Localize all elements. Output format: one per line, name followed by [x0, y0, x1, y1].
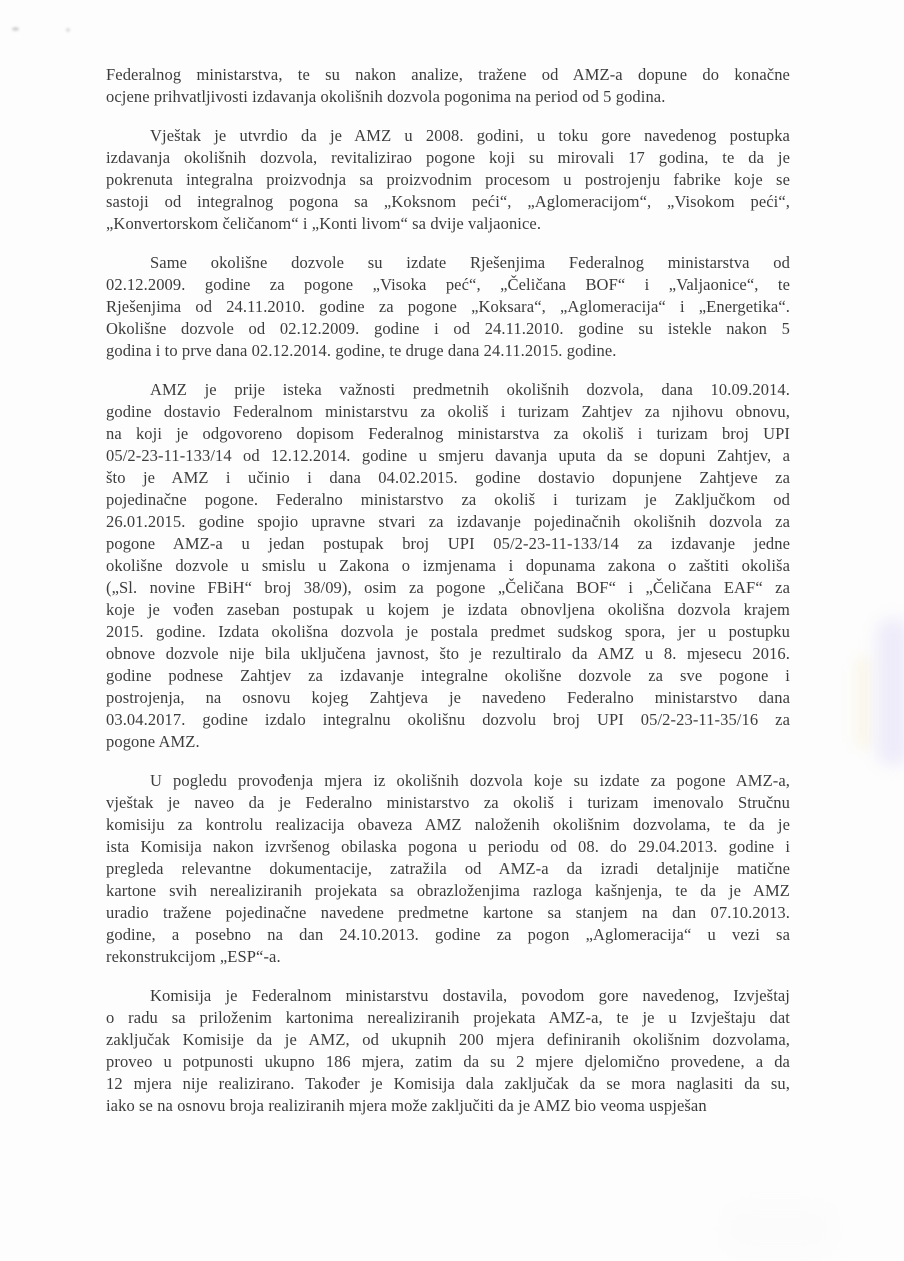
text-line: pregleda relevantne dokumentacije, zatražila od AMZ-a da izradi detaljnije matične — [106, 859, 790, 878]
scan-speck-artifact — [12, 27, 19, 31]
text-line: godine, a posebno na dan 24.10.2013. godine za pogon „Aglomeracija“ u vezi sa — [106, 925, 790, 944]
text-line: ocjene prihvatljivosti izdavanja okolišnih dozvola pogonima na period od 5 godina. — [106, 87, 666, 106]
paragraph — [106, 379, 790, 753]
text-line: 26.01.2015. godine spojio upravne stvari za izdavanje pojedinačnih okolišnih dozvola za — [106, 512, 790, 531]
text-line: pogone AMZ-a u jedan postupak broj UPI 05/2-23-11-133/14 za izdavanje jedne — [106, 534, 790, 553]
text-line: godina i to prve dana 02.12.2014. godine, te druge dana 24.11.2015. godine. — [106, 341, 617, 360]
text-line: ista Komisija nakon izvršenog obilaska pogona u periodu od 08. do 29.04.2013. godine i — [106, 837, 790, 856]
document-body — [106, 64, 790, 1117]
scan-smudge-artifact — [876, 618, 904, 766]
text-line: koje je vođen zaseban postupak u kojem je izdata obnovljena okolišna dozvola krajem — [106, 600, 790, 619]
paragraph — [106, 770, 790, 968]
scan-smudge-artifact — [724, 1205, 834, 1253]
text-line: 02.12.2009. godine za pogone „Visoka peć“, „Čeličana BOF“ i „Valjaonice“, te — [106, 275, 790, 294]
text-line: („Sl. novine FBiH“ broj 38/09), osim za pogone „Čeličana BOF“ i „Čeličana EAF“ za — [106, 578, 790, 597]
text-line: uradio tražene pojedinačne navedene predmetne kartone sa stanjem na dan 07.10.2013. — [106, 903, 790, 922]
text-line: pojedinačne pogone. Federalno ministarstvo za okoliš i turizam je Zaključkom od — [106, 490, 790, 509]
paragraph — [106, 985, 790, 1117]
text-line: na koji je odgovoreno dopisom Federalnog ministarstva za okoliš i turizam broj UPI — [106, 424, 790, 443]
paragraph — [106, 125, 790, 235]
text-line: postrojenja, na osnovu kojeg Zahtjeva je navedeno Federalno ministarstvo dana — [106, 688, 790, 707]
text-line: Same okolišne dozvole su izdate Rješenjima Federalnog ministarstva od — [150, 253, 790, 272]
paragraph — [106, 252, 790, 362]
text-line: izdavanja okolišnih dozvola, revitalizirao pogone koji su mirovali 17 godina, te da je — [106, 148, 790, 167]
text-line: Komisija je Federalnom ministarstvu dostavila, povodom gore navedenog, Izvještaj — [150, 986, 790, 1005]
text-line: 05/2-23-11-133/14 od 12.12.2014. godine u smjeru davanja uputa da se dopuni Zahtjev, a — [106, 446, 790, 465]
scan-speck-artifact — [66, 28, 70, 32]
text-line: o radu sa priloženim kartonima nerealiziranih projekata AMZ-a, te je u Izvještaju dat — [106, 1008, 790, 1027]
text-line: vještak je naveo da je Federalno ministarstvo za okoliš i turizam imenovalo Stručnu — [106, 793, 790, 812]
text-line: proveo u potpunosti ukupno 186 mjera, zatim da su 2 mjere djelomično provedene, a da — [106, 1052, 790, 1071]
text-line: što je AMZ i učinio i dana 04.02.2015. godine dostavio dopunjene Zahtjeve za — [106, 468, 790, 487]
text-line: sastoji od integralnog pogona sa „Koksnom peći“, „Aglomeracijom“, „Visokom peći“, — [106, 192, 790, 211]
text-line: komisiju za kontrolu realizacija obaveza AMZ naloženih okolišnim dozvolama, te da je — [106, 815, 790, 834]
text-line: iako se na osnovu broja realiziranih mjera može zaključiti da je AMZ bio veoma uspješan — [106, 1096, 707, 1115]
text-line: obnove dozvole nije bila uključena javnost, što je rezultiralo da AMZ u 8. mjesecu 2016. — [106, 644, 790, 663]
text-line: 12 mjera nije realizirano. Također je Komisija dala zaključak da se mora naglasiti da su, — [106, 1074, 790, 1093]
text-line: pogone AMZ. — [106, 732, 200, 751]
text-line: zaključak Komisije da je AMZ, od ukupnih 200 mjera definiranih okolišnim dozvolama, — [106, 1030, 790, 1049]
text-line: godine dostavio Federalnom ministarstvu za okoliš i turizam Zahtjev za njihovu obnovu, — [106, 402, 790, 421]
text-line: pokrenuta integralna proizvodnja sa proizvodnim procesom u postrojenju fabrike koje se — [106, 170, 790, 189]
text-line: 2015. godine. Izdata okolišna dozvola je postala predmet sudskog spora, jer u postupku — [106, 622, 790, 641]
text-line: rekonstrukcijom „ESP“-a. — [106, 947, 281, 966]
text-line: U pogledu provođenja mjera iz okolišnih dozvola koje su izdate za pogone AMZ-a, — [150, 771, 790, 790]
scan-smudge-artifact — [854, 655, 872, 750]
text-line: AMZ je prije isteka važnosti predmetnih okolišnih dozvola, dana 10.09.2014. — [150, 380, 790, 399]
text-line: Vještak je utvrdio da je AMZ u 2008. godini, u toku gore navedenog postupka — [150, 126, 790, 145]
text-line: „Konvertorskom čeličanom“ i „Konti livom“ sa dvije valjaonice. — [106, 214, 542, 233]
paragraph — [106, 64, 790, 108]
text-line: 03.04.2017. godine izdalo integralnu okolišnu dozvolu broj UPI 05/2-23-11-35/16 za — [106, 710, 790, 729]
text-line: Federalnog ministarstva, te su nakon analize, tražene od AMZ-a dopune do konačne — [106, 65, 790, 84]
text-line: kartone svih nerealiziranih projekata sa obrazloženjima razloga kašnjenja, te da je AMZ — [106, 881, 790, 900]
text-line: godine podnese Zahtjev za izdavanje integralne okolišne dozvole za sve pogone i — [106, 666, 790, 685]
text-line: Okolišne dozvole od 02.12.2009. godine i od 24.11.2010. godine su istekle nakon 5 — [106, 319, 790, 338]
text-line: okolišne dozvole u smislu u Zakona o izmjenama i dopunama zakona o zaštiti okoliša — [106, 556, 790, 575]
text-line: Rješenjima od 24.11.2010. godine za pogone „Koksara“, „Aglomeracija“ i „Energetika“. — [106, 297, 790, 316]
